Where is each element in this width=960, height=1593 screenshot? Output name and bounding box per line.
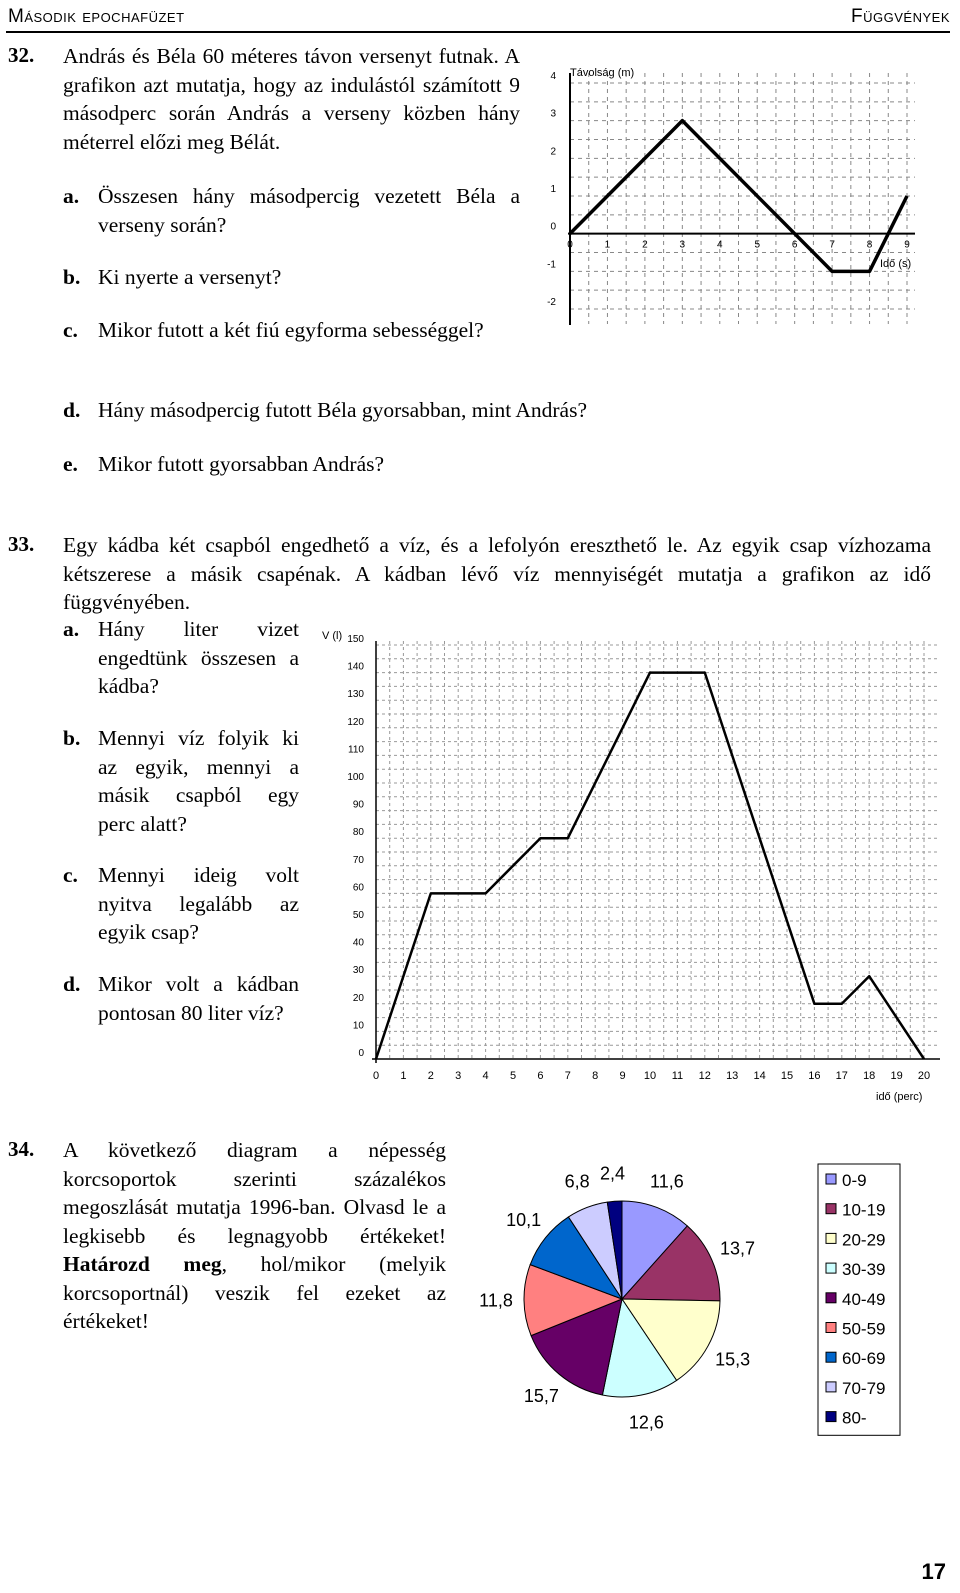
- item-label: a.: [63, 184, 80, 208]
- y-axis-label: V (l): [322, 630, 343, 642]
- x-tick-label: 14: [753, 1070, 766, 1082]
- x-tick-label: 19: [890, 1070, 903, 1082]
- volume-time-chart: [318, 620, 943, 1110]
- pie-data-label: 2,4: [599, 1163, 626, 1184]
- item-label: c.: [63, 863, 78, 887]
- x-tick-label: 3: [455, 1070, 462, 1082]
- y-tick-label: 130: [347, 689, 364, 701]
- page-header: [0, 0, 960, 36]
- legend-swatch: [826, 1352, 836, 1362]
- item-label: b.: [63, 726, 81, 750]
- y-tick-label: 60: [352, 882, 364, 894]
- problem-33-item-b: [63, 724, 299, 836]
- x-tick-label: 8: [866, 239, 873, 251]
- problem-34-emphasis: Határozd meg: [63, 1252, 222, 1276]
- x-tick-label: 20: [917, 1070, 931, 1082]
- legend-label: 30-39: [842, 1260, 886, 1280]
- x-tick-label: 7: [829, 239, 835, 251]
- y-tick-label: 4: [550, 71, 556, 82]
- page-number: 17: [921, 1559, 946, 1584]
- legend-swatch: [826, 1382, 836, 1392]
- pie-data-label: 10,1: [506, 1210, 542, 1231]
- legend-label: 60-69: [842, 1349, 886, 1369]
- item-label: d.: [63, 398, 81, 422]
- legend-swatch: [826, 1174, 836, 1184]
- legend-label: 70-79: [842, 1378, 886, 1398]
- item-text: Összesen hány másodpercig vezetett Béla a verseny során?: [98, 184, 520, 237]
- problem-33-intro: Egy kádba két csapból engedhető a víz, és a lefolyón ereszthető le. Az egyik csap vízhozama kétszerese a másik csapénak. A kádban lévő víz mennyiségét mutatja a grafikon az idő függvényében.: [63, 533, 931, 614]
- pie-data-label: 12,6: [628, 1412, 664, 1433]
- y-tick-label: 10: [352, 1020, 364, 1032]
- y-tick-label: 120: [347, 716, 364, 728]
- x-tick-label: 17: [835, 1070, 848, 1082]
- y-tick-label: 40: [352, 937, 364, 949]
- x-tick-label: 9: [904, 239, 910, 251]
- y-tick-label: 20: [352, 992, 364, 1004]
- x-tick-label: 1: [604, 239, 611, 251]
- problem-32-number: 32.: [8, 43, 35, 67]
- y-tick-label: -2: [547, 297, 556, 308]
- problem-32-intro: András és Béla 60 méteres távon versenyt futnak. A grafikon azt mutatja, hogy az indulástól számított 9 másodperc során András a verseny közben hány méterrel előzi meg Bélát.: [63, 44, 520, 154]
- pie-data-label: 13,7: [719, 1238, 756, 1259]
- x-tick-label: 3: [679, 239, 686, 251]
- x-tick-label: 1: [400, 1070, 407, 1082]
- y-tick-label: 0: [550, 221, 556, 233]
- problem-34-rest: , hol/mikor (melyik korcsoportnál) veszik fel ezeket az értékeket!: [63, 1252, 446, 1333]
- item-text: Mikor futott a két fiú egyforma sebességgel?: [98, 318, 484, 342]
- x-tick-label: 15: [780, 1070, 794, 1082]
- x-tick-label: 2: [642, 239, 648, 251]
- x-tick-label: 5: [754, 239, 761, 251]
- x-tick-label: 13: [726, 1070, 739, 1082]
- item-label: a.: [63, 617, 80, 641]
- y-tick-label: 140: [347, 661, 364, 673]
- problem-32-item-a: [63, 182, 520, 237]
- x-tick-label: 4: [482, 1070, 489, 1082]
- x-tick-label: 2: [427, 1070, 434, 1082]
- problem-33-number: 33.: [8, 532, 35, 556]
- problem-32-item-e: [63, 450, 763, 479]
- x-tick-label: 16: [808, 1070, 821, 1082]
- x-axis-label: Idő (s): [880, 258, 912, 270]
- y-tick-label: 3: [550, 108, 556, 120]
- item-text: Mennyi ideig volt nyitva legalább az egyik csap?: [98, 863, 299, 944]
- y-tick-label: 2: [550, 146, 556, 158]
- pie-data-label: 15,7: [523, 1385, 559, 1406]
- legend-swatch: [826, 1233, 836, 1243]
- header-rule: [6, 31, 950, 33]
- problem-33-item-c: [63, 861, 299, 944]
- pie-data-label: 6,8: [564, 1171, 590, 1192]
- legend-label: 20-29: [842, 1230, 886, 1250]
- item-text: Ki nyerte a versenyt?: [98, 265, 282, 289]
- x-tick-label: 9: [619, 1070, 626, 1082]
- item-label: b.: [63, 265, 81, 289]
- x-tick-label: 0: [372, 1070, 380, 1082]
- y-tick-label: 150: [347, 634, 364, 645]
- problem-34-text: [63, 1136, 446, 1336]
- y-tick-label: 30: [352, 965, 364, 977]
- x-tick-label: 7: [564, 1070, 571, 1082]
- age-group-pie-chart: [466, 1150, 946, 1450]
- x-axis-label: idő (perc): [876, 1091, 923, 1103]
- item-text: Mikor volt a kádban pontosan 80 liter víz?: [98, 972, 299, 1025]
- y-tick-label: 70: [352, 854, 364, 866]
- problem-32-item-d: [63, 396, 763, 425]
- problem-33-item-d: [63, 970, 299, 1025]
- legend-label: 40-49: [842, 1289, 886, 1309]
- x-tick-label: 18: [863, 1070, 876, 1082]
- y-axis-label: Távolság (m): [570, 67, 635, 79]
- header-right: Függvények: [851, 6, 950, 27]
- pie-data-label: 11,6: [650, 1171, 684, 1192]
- legend-swatch: [826, 1263, 836, 1273]
- legend-swatch: [826, 1293, 836, 1303]
- legend-label: 80-: [842, 1408, 867, 1428]
- y-tick-label: -1: [547, 259, 556, 271]
- y-tick-label: 50: [352, 910, 364, 921]
- x-tick-label: 12: [698, 1070, 711, 1082]
- y-tick-label: 1: [550, 184, 556, 195]
- problem-32-item-c: [63, 316, 520, 345]
- y-tick-label: 100: [347, 772, 364, 783]
- pie-data-label: 11,8: [479, 1290, 513, 1311]
- x-tick-label: 8: [592, 1070, 599, 1082]
- x-tick-label: 4: [716, 239, 723, 251]
- legend-swatch: [826, 1412, 836, 1422]
- legend-swatch: [826, 1323, 836, 1333]
- legend-swatch: [826, 1204, 836, 1214]
- legend-label: 50-59: [842, 1319, 886, 1339]
- distance-time-chart: [540, 58, 920, 330]
- problem-34-number: 34.: [8, 1137, 35, 1161]
- x-tick-label: 5: [509, 1070, 517, 1082]
- x-tick-label: 10: [643, 1070, 657, 1082]
- y-tick-label: 80: [352, 827, 364, 839]
- item-label: c.: [63, 318, 78, 342]
- y-tick-label: 90: [352, 799, 364, 811]
- header-left: Második epochafüzet: [8, 6, 185, 27]
- pie-data-label: 15,3: [715, 1349, 751, 1370]
- problem-34-intro: A következő diagram a népesség korcsoportok szerinti százalékos megoszlását mutatja 1996-ban. Olvasd le a legkisebb és legnagyobb értékeket!: [63, 1138, 446, 1248]
- legend-label: 10-19: [842, 1200, 886, 1220]
- item-label: e.: [63, 452, 78, 476]
- y-tick-label: 0: [358, 1048, 364, 1059]
- item-text: Mennyi víz folyik ki az egyik, mennyi a másik csapból egy perc alatt?: [98, 726, 299, 836]
- y-tick-label: 110: [348, 744, 364, 756]
- x-tick-label: 6: [791, 239, 798, 251]
- item-text: Mikor futott gyorsabban András?: [98, 452, 385, 476]
- x-tick-label: 0: [567, 239, 573, 251]
- x-tick-label: 11: [671, 1070, 684, 1082]
- item-text: Hány másodpercig futott Béla gyorsabban, mint András?: [98, 398, 588, 422]
- item-text: Hány liter vizet engedtünk összesen a kádba?: [98, 617, 299, 698]
- legend-label: 0-9: [842, 1171, 867, 1190]
- problem-32-item-b: [63, 263, 520, 292]
- problem-33-item-a: [63, 615, 299, 698]
- x-tick-label: 6: [537, 1070, 544, 1082]
- item-label: d.: [63, 972, 81, 996]
